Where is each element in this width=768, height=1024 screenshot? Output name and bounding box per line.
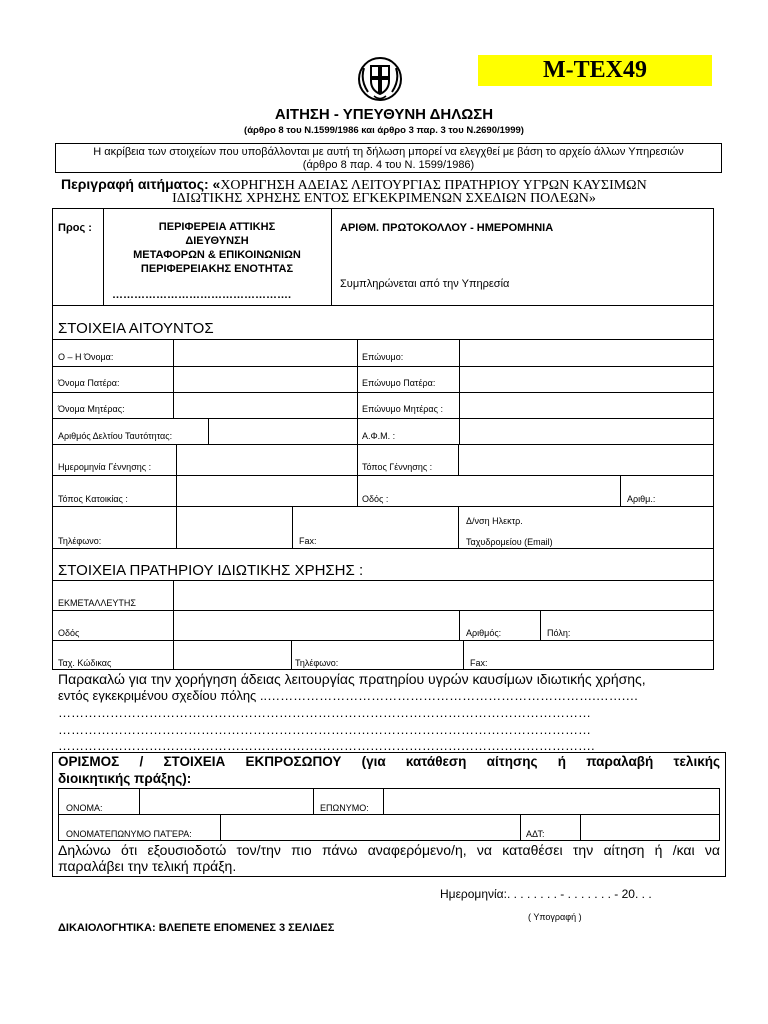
street-number-input[interactable] <box>664 478 711 504</box>
father-surname-input[interactable] <box>462 368 710 390</box>
recipient-authority <box>104 220 330 276</box>
operator-label: ΕΚΜΕΤΑΛΛΕΥΤΗΣ <box>58 598 136 608</box>
rep-adt-label: ΑΔΤ: <box>526 829 545 839</box>
request-description-line1: ΧΟΡΗΓΗΣΗ ΑΔΕΙΑΣ ΛΕΙΤΟΥΡΓΙΑΣ ΠΡΑΤΗΡΙΟΥ ΥΓΡΩΝ ΚΑΥΣΙΜΩΝ <box>220 178 647 193</box>
request-text-line3: …………………………………………………………………………………………………………… <box>58 705 591 720</box>
fax-input[interactable] <box>322 510 455 545</box>
recipient-unit-dotline: …………………………………………. <box>112 289 292 301</box>
station-city-label: Πόλη: <box>547 628 571 638</box>
father-surname-label: Επώνυμο Πατέρα: <box>362 378 436 388</box>
station-phone-label: Τηλέφωνο: <box>295 658 339 668</box>
representative-title-line2: διοικητικής πράξης): <box>58 771 192 786</box>
applicant-section-title: ΣΤΟΙΧΕΙΑ ΑΙΤΟΥΝΤΟΣ <box>58 320 214 337</box>
street-input[interactable] <box>396 478 617 504</box>
first-name-input[interactable] <box>176 342 354 364</box>
mother-surname-input[interactable] <box>462 394 710 416</box>
station-number-input[interactable] <box>508 613 538 638</box>
to-label: Προς : <box>58 222 92 234</box>
phone-label: Τηλέφωνο: <box>58 536 102 546</box>
surname-label: Επώνυμο: <box>362 352 404 362</box>
afm-input[interactable] <box>462 420 710 442</box>
phone-input[interactable] <box>179 510 289 545</box>
birth-place-label: Τόπος Γέννησης : <box>362 462 433 472</box>
request-text-line4: …………………………………………………………………………………………………………… <box>58 722 591 737</box>
residence-input[interactable] <box>179 478 354 504</box>
greek-coat-of-arms-icon <box>356 54 404 102</box>
rep-name-label: ΟΝΟΜΑ: <box>66 803 103 813</box>
rep-adt-input[interactable] <box>583 817 716 839</box>
email-input[interactable] <box>570 526 710 546</box>
email-label-line2: Ταχυδρομείου (Email) <box>466 537 553 547</box>
street-label: Οδός : <box>362 494 389 504</box>
station-city-input[interactable] <box>576 613 710 638</box>
service-note: Συμπληρώνεται από την Υπηρεσία <box>340 278 510 290</box>
email-label-line1: Δ/νση Ηλεκτρ. <box>466 516 523 526</box>
station-fax-label: Fax: <box>470 658 488 668</box>
rep-father-label: ΟΝΟΜΑΤΕΠΩΝΥΜΟ ΠΑΤΈΡΑ: <box>66 829 192 839</box>
station-street-input[interactable] <box>176 613 456 638</box>
accuracy-notice-line1: Η ακρίβεια των στοιχείων που υποβάλλονται με αυτή τη δήλωση μπορεί να ελεγχθεί με βάση το αρχείο άλλων Υπηρεσιών <box>93 146 684 158</box>
request-text-line5: ……………………………………………………………………………………………………………. <box>58 738 595 753</box>
father-name-input[interactable] <box>176 368 354 390</box>
station-street-label: Οδός <box>58 628 80 638</box>
afm-label: Α.Φ.Μ. : <box>362 431 396 441</box>
mother-name-label: Όνομα Μητέρας: <box>58 404 125 414</box>
rep-father-input[interactable] <box>223 817 517 839</box>
date-line: Ημερομηνία:. . . . . . . . - . . . . . . . - 20. . . <box>440 887 652 901</box>
signature-label: ( Υπογραφή ) <box>528 912 582 922</box>
first-name-label: Ο – Η Όνομα: <box>58 352 114 362</box>
station-phone-input[interactable] <box>348 643 460 668</box>
birth-date-label: Ημερομηνία Γέννησης : <box>58 462 152 472</box>
recipient-line3: ΜΕΤΑΦΟΡΩΝ & ΕΠΙΚΟΙΝΩΝΙΩΝ <box>133 249 301 261</box>
page-subtitle: (άρθρο 8 του Ν.1599/1986 και άρθρο 3 παρ. 3 του Ν.2690/1999) <box>244 125 524 136</box>
documents-note: ΔΙΚΑΙΟΛΟΓΗΤΙΚΑ: ΒΛΕΠΕΤΕ ΕΠΟΜΕΝΕΣ 3 ΣΕΛΙΔΕΣ <box>58 922 335 934</box>
recipient-line1: ΠΕΡΙΦΕΡΕΙΑ ΑΤΤΙΚΗΣ <box>158 221 276 233</box>
birth-place-input[interactable] <box>461 447 710 473</box>
authorization-line2: παραλάβει την τελική πράξη. <box>58 858 237 874</box>
mother-surname-label: Επώνυμο Μητέρας : <box>362 404 443 414</box>
postal-code-label: Ταχ. Κώδικας <box>58 658 112 668</box>
station-section-title: ΣΤΟΙΧΕΙΑ ΠΡΑΤΗΡΙΟΥ ΙΔΙΩΤΙΚΗΣ ΧΡΗΣΗΣ : <box>58 562 364 579</box>
id-card-label: Αριθμός Δελτίου Ταυτότητας: <box>58 431 173 441</box>
page-title: ΑΙΤΗΣΗ - ΥΠΕΥΘΥΝΗ ΔΗΛΩΣΗ <box>274 106 494 123</box>
birth-date-input[interactable] <box>179 447 354 473</box>
recipient-line4: ΠΕΡΙΦΕΡΕΙΑΚΗΣ ΕΝΟΤΗΤΑΣ <box>140 263 294 275</box>
fax-label: Fax: <box>299 536 317 546</box>
residence-label: Τόπος Κατοικίας : <box>58 494 128 504</box>
representative-title-line1: ΟΡΙΣΜΟΣ / ΣΤΟΙΧΕΙΑ ΕΚΠΡΟΣΩΠΟΥ (για κατάθεση αίτησης ή παραλαβή τελικής <box>58 754 720 769</box>
station-fax-input[interactable] <box>492 643 710 668</box>
operator-input[interactable] <box>176 583 710 608</box>
id-card-input[interactable] <box>211 420 354 442</box>
form-code-badge: M-TEX49 <box>478 55 712 86</box>
father-name-label: Όνομα Πατέρα: <box>58 378 120 388</box>
rep-surname-label: ΕΠΩΝΥΜΟ: <box>320 803 369 813</box>
recipient-line2: ΔΙΕΥΘΥΝΣΗ <box>185 235 249 247</box>
surname-input[interactable] <box>462 342 710 364</box>
authorization-line1: Δηλώνω ότι εξουσιοδοτώ τον/την πιο πάνω αναφερόμενο/η, να καταθέσει την αίτηση ή /και να <box>58 842 720 858</box>
request-description-label: Περιγραφή αιτήματος: « <box>61 176 221 192</box>
mother-name-input[interactable] <box>176 394 354 416</box>
postal-code-input[interactable] <box>176 643 288 668</box>
request-text-line2: εντός εγκεκριμένου σχεδίου πόλης ..………………………………………………………………….…….… <box>58 688 639 703</box>
request-description-line2: ΙΔΙΩΤΙΚΗΣ ΧΡΗΣΗΣ ΕΝΤΟΣ ΕΓΚΕΚΡΙΜΕΝΩΝ ΣΧΕΔΙΩΝ ΠΟΛΕΩΝ» <box>172 191 596 206</box>
rep-name-input[interactable] <box>142 791 310 812</box>
request-text-line1: Παρακαλώ για την χορήγηση άδειας λειτουργίας πρατηρίου υγρών καυσίμων ιδιωτικής χρήσης, <box>58 671 646 687</box>
rep-surname-input[interactable] <box>386 791 716 812</box>
accuracy-notice-line2: (άρθρο 8 παρ. 4 του Ν. 1599/1986) <box>302 159 475 171</box>
station-number-label: Αριθμός: <box>466 628 502 638</box>
accuracy-notice-box <box>55 143 722 173</box>
protocol-label: ΑΡΙΘΜ. ΠΡΩΤΟΚΟΛΛΟΥ - ΗΜΕΡΟΜΗΝΙΑ <box>340 222 554 234</box>
street-number-label: Αριθμ.: <box>627 494 656 504</box>
